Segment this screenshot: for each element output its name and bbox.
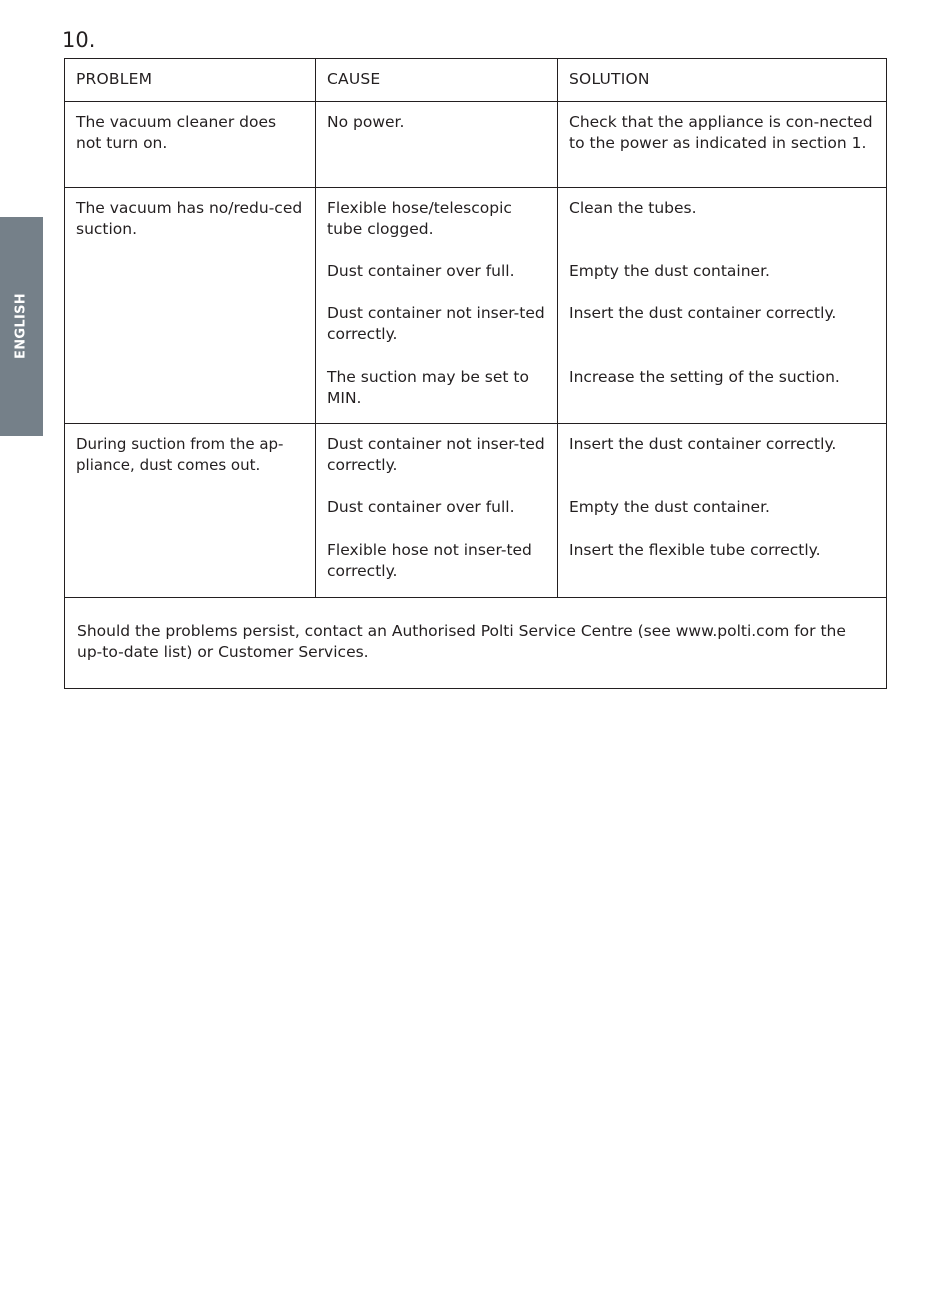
cause-cell bbox=[316, 424, 558, 598]
solution-entry: Insert the dust container correctly. bbox=[569, 304, 837, 322]
problem-cell: The vacuum has no/redu-ced suction. bbox=[65, 188, 316, 424]
table-row bbox=[65, 424, 887, 598]
cause-entry: The suction may be set to MIN. bbox=[327, 368, 529, 407]
cause-cell bbox=[316, 102, 558, 188]
table-row bbox=[65, 188, 887, 424]
problem-cell: The vacuum cleaner does not turn on. bbox=[65, 102, 316, 188]
service-note: Should the problems persist, contact an Authorised Polti Service Centre (see www.polti.com for the up-to-date list) or Customer Services. bbox=[65, 598, 887, 689]
solution-entry: Insert the flexible tube correctly. bbox=[569, 541, 821, 559]
table-header-row bbox=[65, 59, 887, 102]
solution-entry: Empty the dust container. bbox=[569, 262, 770, 280]
solution-entry: Empty the dust container. bbox=[569, 498, 770, 516]
language-label: ENGLISH bbox=[13, 293, 29, 359]
solution-cell bbox=[558, 188, 887, 424]
solution-entry: Check that the appliance is con-nected to the power as indicated in section 1. bbox=[569, 113, 873, 152]
solution-cell bbox=[558, 424, 887, 598]
header-solution: SOLUTION bbox=[558, 59, 887, 102]
troubleshooting-table bbox=[64, 58, 887, 689]
cause-entry: No power. bbox=[327, 113, 405, 131]
cause-entry: Dust container over full. bbox=[327, 262, 515, 280]
table-row bbox=[65, 102, 887, 188]
cause-entry: Dust container not inser-ted correctly. bbox=[327, 435, 545, 474]
table-footer-row bbox=[65, 598, 887, 689]
cause-entry: Dust container not inser-ted correctly. bbox=[327, 304, 545, 343]
header-problem: PROBLEM bbox=[65, 59, 316, 102]
cause-entry: Flexible hose/telescopic tube clogged. bbox=[327, 199, 512, 238]
solution-entry: Clean the tubes. bbox=[569, 199, 697, 217]
language-side-tab bbox=[0, 217, 43, 436]
solution-entry: Increase the setting of the suction. bbox=[569, 368, 840, 386]
cause-entry: Flexible hose not inser-ted correctly. bbox=[327, 541, 532, 580]
cause-cell bbox=[316, 188, 558, 424]
section-number: 10. bbox=[62, 28, 96, 52]
solution-cell bbox=[558, 102, 887, 188]
solution-entry: Insert the dust container correctly. bbox=[569, 435, 837, 453]
header-cause: CAUSE bbox=[316, 59, 558, 102]
cause-entry: Dust container over full. bbox=[327, 498, 515, 516]
problem-cell: During suction from the ap-pliance, dust comes out. bbox=[65, 424, 316, 598]
